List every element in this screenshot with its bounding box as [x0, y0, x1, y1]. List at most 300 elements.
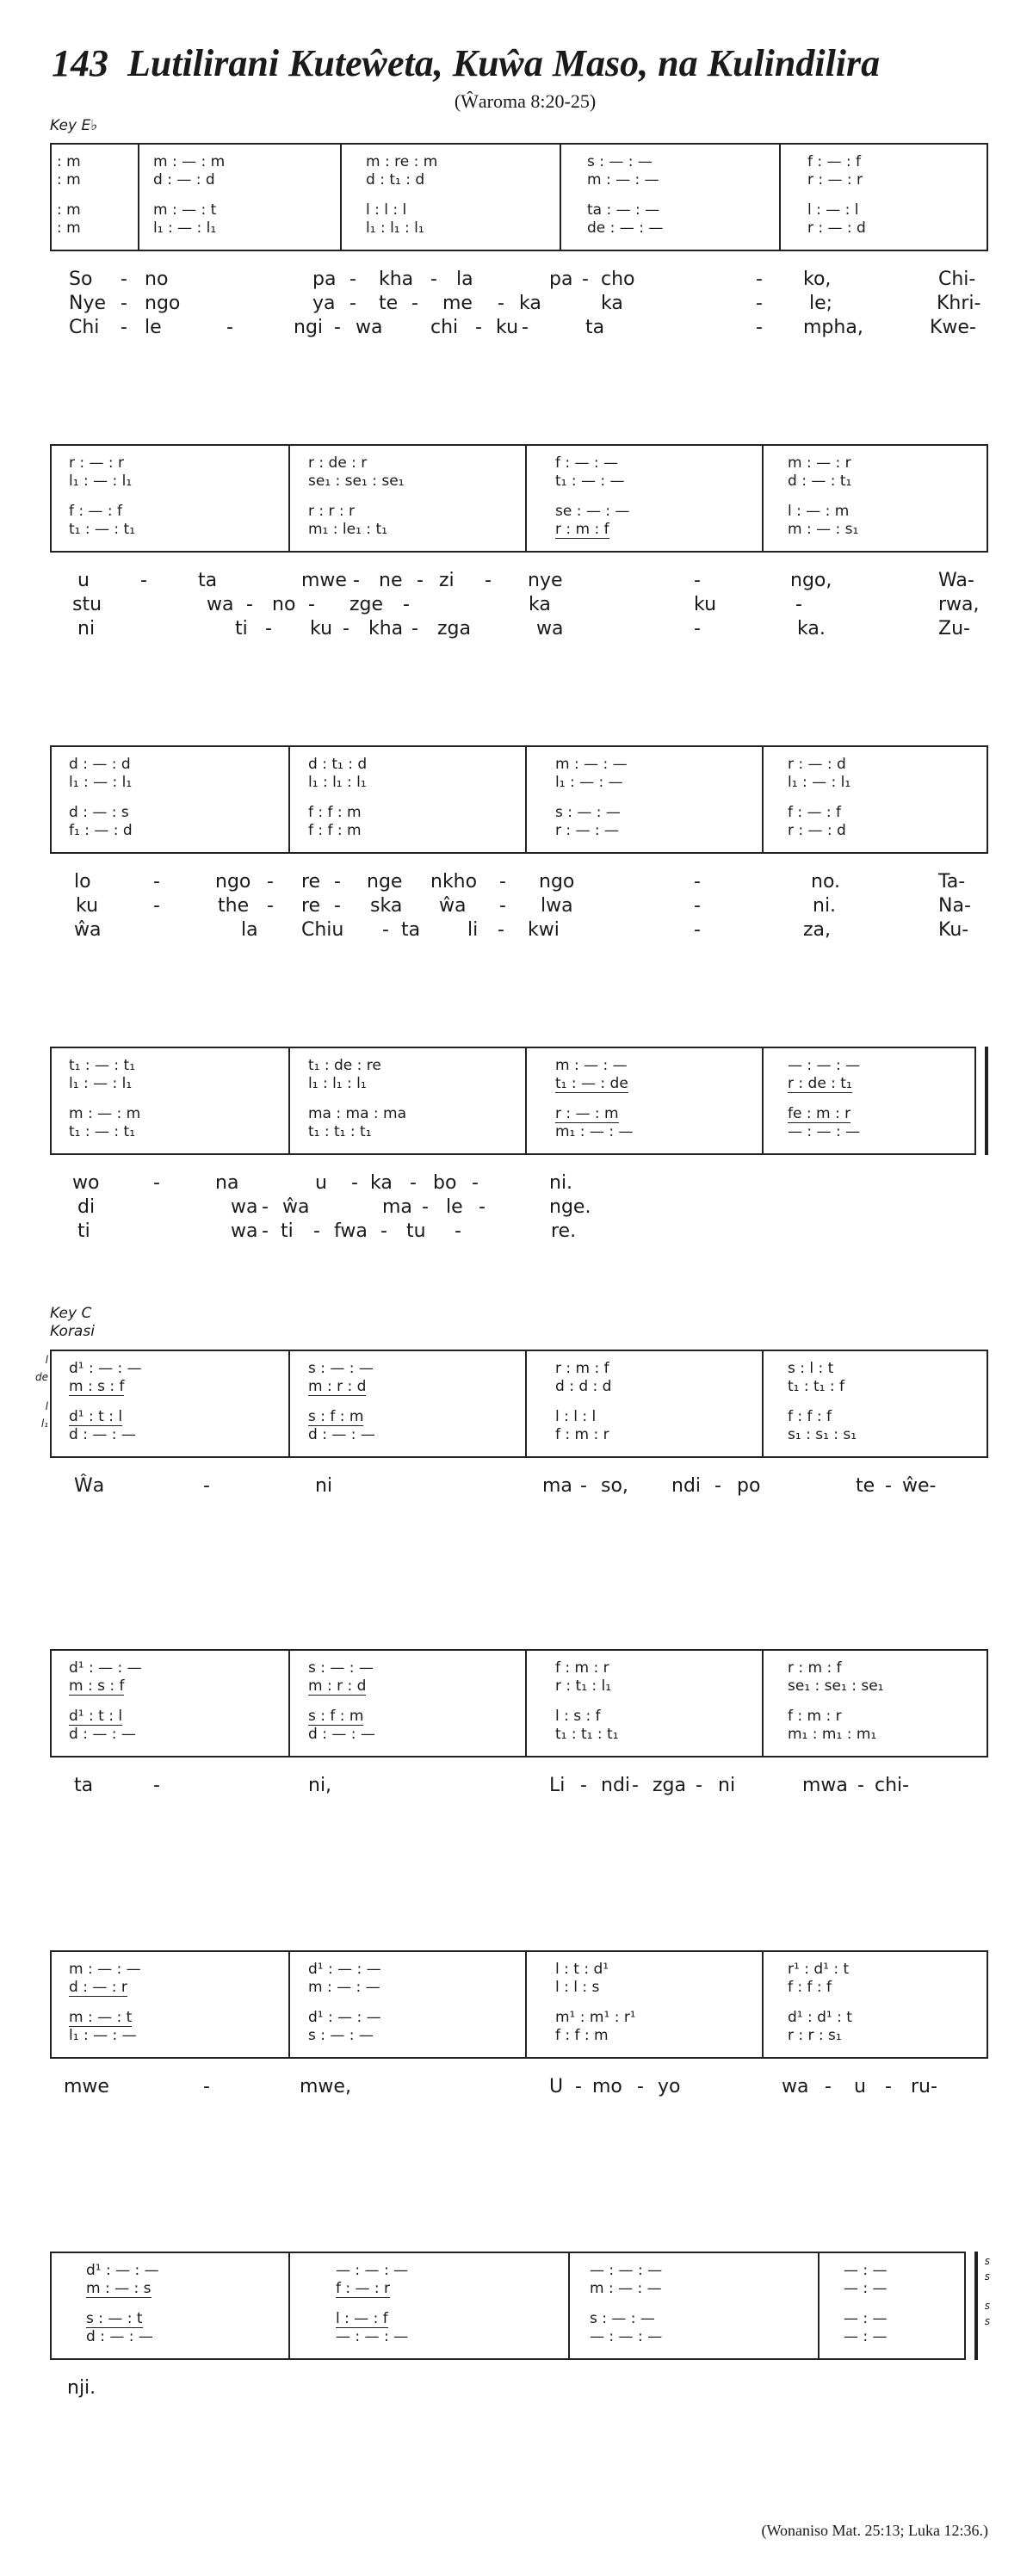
solfa-cell: m : — : r [788, 454, 851, 472]
solfa-cell: — : — [844, 2262, 888, 2279]
solfa-cell: t₁ : de : re [308, 1057, 381, 1074]
syllable: ni. [549, 1172, 573, 1194]
solfa-cell: d¹ : — : — [69, 1659, 142, 1677]
solfa-cell: f : — : f [788, 804, 842, 821]
lyric-line-3 [50, 317, 988, 341]
syllable: Chi- [938, 269, 976, 290]
solfa-cell: d¹ : — : — [308, 2009, 381, 2026]
solfa-cell: l₁ : — : — [555, 774, 623, 791]
lyrics-block [50, 2377, 964, 2401]
solfa-cell: t₁ : t₁ : t₁ [308, 1123, 372, 1140]
solfa-cell: l₁ : — : l₁ [69, 473, 133, 490]
solfa-cell: m : — : m [69, 1105, 141, 1122]
lyric-line-3 [50, 618, 988, 642]
syllable: - [756, 269, 763, 290]
syllable: - [349, 269, 356, 290]
syllable: ka. [797, 618, 826, 639]
solfa-cell: d : t₁ : d [366, 171, 425, 188]
solfa-cell: f : m : r [555, 1659, 609, 1677]
syllable: - [756, 317, 763, 338]
syllable: di [77, 1196, 96, 1218]
syllable: - [499, 895, 506, 917]
solfa-cell: r : — : r [69, 454, 125, 472]
syllable: Ku- [938, 919, 969, 941]
syllable: - [353, 570, 360, 591]
syllable: wa [231, 1220, 258, 1242]
solfa-cell: — : — : — [788, 1123, 861, 1140]
syllable: Kwe- [930, 317, 976, 338]
syllable: - [121, 293, 127, 314]
syllable: le [446, 1196, 463, 1218]
solfa-cell: s : f : m [308, 1708, 364, 1725]
solfa-cell: f : f : m [555, 2027, 609, 2044]
syllable: mo [592, 2076, 622, 2097]
syllable: wo [72, 1172, 100, 1194]
syllable: - [422, 1196, 429, 1218]
end-mark: s [984, 2255, 990, 2267]
solfa-cell: s : — : — [590, 2310, 655, 2327]
solfa-cell: m : — : s [86, 2280, 152, 2297]
syllable: mwe [301, 570, 347, 591]
solfa-cell: m¹ : m¹ : r¹ [555, 2009, 636, 2026]
solfa-cell: t₁ : — : de [555, 1075, 628, 1092]
voice-label: de [35, 1371, 48, 1383]
syllable: - [334, 871, 341, 893]
solfa-cell: m : — : t [153, 201, 217, 219]
solfa-cell: m : — : s₁ [788, 521, 859, 538]
syllable: Chi [69, 317, 100, 338]
syllable: ya [312, 293, 336, 314]
syllable: - [696, 1775, 702, 1796]
solfa-cell: t₁ : — : t₁ [69, 1057, 136, 1074]
voice-labels [28, 1351, 48, 1432]
syllable: pa [312, 269, 337, 290]
solfa-cell: f : — : f [807, 153, 862, 170]
hymn-title: Lutilirani Kuteŵeta, Kuŵa Maso, na Kulindilira [127, 42, 881, 84]
music-system-4 [50, 1047, 974, 1242]
solfa-cell: d : — : d [69, 756, 131, 773]
solfa-cell: ta : — : — [587, 201, 660, 219]
syllable: So [69, 269, 93, 290]
music-system-7 [50, 1950, 988, 2097]
syllable: wa [356, 317, 383, 338]
solfa-cell: d : — : s [69, 804, 129, 821]
syllable: ngo, [790, 570, 832, 591]
solfa-cell: l₁ : l₁ : l₁ [308, 774, 367, 791]
syllable: - [479, 1196, 486, 1218]
syllable: - [153, 1775, 160, 1796]
lyric-line-1 [50, 2377, 964, 2401]
syllable: - [825, 2076, 832, 2097]
syllable: ta [74, 1775, 94, 1796]
end-mark: s [984, 2315, 990, 2327]
tonic-solfa-staff [50, 1350, 988, 1458]
syllable: cho [601, 269, 635, 290]
syllable: - [262, 1196, 269, 1218]
hymn-number: 143 [52, 42, 108, 84]
syllable: - [475, 317, 482, 338]
syllable: mwe [64, 2076, 109, 2097]
solfa-cell: s : — : t [86, 2310, 143, 2327]
lyrics-block [50, 570, 988, 642]
syllable: - [498, 919, 504, 941]
solfa-cell: d : — : — [308, 1726, 375, 1743]
solfa-cell: m : — : — [308, 1979, 380, 1996]
syllable: - [153, 895, 160, 917]
solfa-cell: f₁ : — : d [69, 822, 133, 839]
syllable: - [343, 618, 349, 639]
solfa-cell: — : — : — [788, 1057, 861, 1074]
syllable: zga [653, 1775, 686, 1796]
syllable: nge [367, 871, 403, 893]
syllable: - [380, 1220, 387, 1242]
solfa-cell: s : — : — [308, 1360, 374, 1377]
solfa-cell: r : de : r [308, 454, 368, 472]
tonic-solfa-staff [50, 2252, 964, 2360]
syllable: - [637, 2076, 644, 2097]
lyrics-block [50, 871, 988, 943]
syllable: - [522, 317, 529, 338]
syllable: - [411, 293, 418, 314]
lyric-line-1 [50, 2076, 988, 2100]
syllable: mwa [802, 1775, 848, 1796]
syllable: - [472, 1172, 479, 1194]
solfa-cell: l₁ : — : — [69, 2027, 137, 2044]
tonic-solfa-staff [50, 1649, 988, 1757]
solfa-cell: — : — [844, 2328, 888, 2345]
solfa-cell: m : — : t [69, 2009, 133, 2026]
cross-reference: (Wonaniso Mat. 25:13; Luka 12:36.) [761, 2522, 988, 2539]
voice-label: l [45, 1400, 48, 1412]
solfa-cell: d : t₁ : d [308, 756, 368, 773]
syllable: - [455, 1220, 461, 1242]
syllable: - [582, 269, 589, 290]
solfa-cell: : m [57, 153, 81, 170]
solfa-cell: se₁ : se₁ : se₁ [308, 473, 405, 490]
solfa-cell: m : re : m [366, 153, 438, 170]
syllable: lo [74, 871, 91, 893]
syllable: - [410, 1172, 417, 1194]
key-signature-chorus [50, 1305, 95, 1341]
syllable: ma [382, 1196, 412, 1218]
syllable: - [140, 570, 147, 591]
syllable: ka [601, 293, 623, 314]
solfa-cell: d : — : — [69, 1426, 136, 1443]
syllable: bo [433, 1172, 457, 1194]
solfa-cell: d : — : r [69, 1979, 127, 1996]
syllable: te [379, 293, 399, 314]
hymn-header [52, 41, 999, 113]
syllable: Wa- [938, 570, 974, 591]
syllable: - [313, 1220, 320, 1242]
syllable: ngo [145, 293, 181, 314]
chorus-key: Key C [50, 1305, 92, 1322]
solfa-cell: — : — : — [336, 2328, 409, 2345]
syllable: - [334, 895, 341, 917]
syllable: - [403, 594, 410, 615]
solfa-cell: d : — : t₁ [788, 473, 852, 490]
syllable: pa [549, 269, 573, 290]
solfa-cell: l : l : l [366, 201, 407, 219]
syllable: - [153, 871, 160, 893]
solfa-cell: s : f : m [308, 1408, 364, 1425]
syllable: Nye [69, 293, 107, 314]
syllable: chi- [875, 1775, 910, 1796]
solfa-cell: m : r : d [308, 1677, 367, 1695]
syllable: rwa, [938, 594, 980, 615]
lyric-line-2 [50, 1196, 974, 1220]
end-mark: s [984, 2270, 990, 2283]
solfa-cell: r : — : m [555, 1105, 619, 1122]
solfa-cell: d¹ : t : l [69, 1708, 123, 1725]
syllable: - [498, 293, 504, 314]
syllable: the [218, 895, 250, 917]
lyric-line-2 [50, 293, 988, 317]
syllable: - [575, 2076, 582, 2097]
syllable: Li [549, 1775, 566, 1796]
syllable: - [499, 871, 506, 893]
solfa-cell: f : m : r [788, 1708, 842, 1725]
syllable: - [756, 293, 763, 314]
solfa-cell: l₁ : l₁ : l₁ [308, 1075, 367, 1092]
syllable: - [203, 1475, 210, 1497]
solfa-cell: d : d : d [555, 1378, 612, 1395]
syllable: - [382, 919, 389, 941]
solfa-cell: — : — [844, 2310, 888, 2327]
music-system-8 [50, 2252, 990, 2399]
solfa-cell: s₁ : s₁ : s₁ [788, 1426, 857, 1443]
syllable: - [417, 570, 424, 591]
syllable: chi [430, 317, 459, 338]
syllable: lwa [541, 895, 573, 917]
syllable: za, [803, 919, 832, 941]
syllable: - [857, 1775, 864, 1796]
solfa-cell: m : s : f [69, 1677, 125, 1695]
solfa-cell: l : — : l [807, 201, 859, 219]
solfa-cell: t₁ : t₁ : t₁ [555, 1726, 619, 1743]
solfa-cell: m : — : m [153, 153, 226, 170]
solfa-cell: l : l : l [555, 1408, 597, 1425]
solfa-cell: m : r : d [308, 1378, 367, 1395]
syllable: - [694, 871, 701, 893]
syllable: U [549, 2076, 564, 2097]
syllable: ti [77, 1220, 90, 1242]
syllable: - [349, 293, 356, 314]
hymn-title-line [52, 41, 999, 85]
solfa-cell: se : — : — [555, 503, 630, 520]
syllable: Chiu [301, 919, 344, 941]
syllable: - [632, 1775, 639, 1796]
music-system-5 [35, 1350, 988, 1497]
syllable: - [885, 1475, 892, 1497]
solfa-cell: d¹ : — : — [308, 1961, 381, 1978]
syllable: Khri- [937, 293, 981, 314]
syllable: li [467, 919, 479, 941]
solfa-cell: : m [57, 219, 81, 237]
solfa-cell: f : f : m [308, 804, 362, 821]
solfa-cell: fe : m : r [788, 1105, 851, 1122]
solfa-cell: m : — : — [555, 1057, 628, 1074]
lyric-line-1 [50, 1775, 988, 1799]
syllable: te [856, 1475, 875, 1497]
syllable: mpha, [803, 317, 863, 338]
syllable: - [121, 269, 127, 290]
solfa-cell: l₁ : l₁ : l₁ [366, 219, 424, 237]
syllable: Na- [938, 895, 971, 917]
syllable: - [153, 1172, 160, 1194]
solfa-cell: t₁ : t₁ : f [788, 1378, 845, 1395]
solfa-cell: r : — : d [807, 219, 866, 237]
chorus-label: Korasi [50, 1323, 95, 1340]
solfa-cell: l : s : f [555, 1708, 601, 1725]
syllable: - [267, 871, 274, 893]
lyrics-block [50, 1172, 974, 1245]
solfa-cell: — : — : — [590, 2328, 663, 2345]
syllable: wa [782, 2076, 809, 2097]
solfa-cell: f : f : f [788, 1979, 832, 1996]
voice-label: l₁ [40, 1418, 48, 1430]
solfa-cell: t₁ : — : t₁ [69, 1123, 136, 1140]
solfa-cell: m₁ : — : — [555, 1123, 634, 1140]
solfa-cell: f : — : f [69, 503, 123, 520]
double-barline [974, 1047, 988, 1155]
solfa-cell: d : — : — [69, 1726, 136, 1743]
syllable: - [334, 317, 341, 338]
solfa-cell: — : — [844, 2280, 888, 2297]
syllable: ma [542, 1475, 572, 1497]
syllable: ŵa [282, 1196, 310, 1218]
syllable: nji. [67, 2377, 96, 2399]
syllable: zi [439, 570, 455, 591]
syllable: le [145, 317, 162, 338]
syllable: - [267, 895, 274, 917]
solfa-cell: f : — : r [336, 2280, 391, 2297]
lyric-line-1 [50, 1475, 988, 1499]
syllable: - [795, 594, 802, 615]
solfa-cell: l : — : f [336, 2310, 388, 2327]
syllable: - [262, 1220, 269, 1242]
lyrics-block [50, 1475, 988, 1499]
syllable: ku [310, 618, 333, 639]
syllable: ndi [601, 1775, 631, 1796]
syllable: ni. [813, 895, 837, 917]
solfa-cell: l₁ : — : l₁ [153, 219, 217, 237]
syllable: me [442, 293, 473, 314]
tonic-solfa-staff [50, 745, 988, 854]
syllable: - [694, 919, 701, 941]
syllable: ka [519, 293, 541, 314]
music-system-1 [50, 143, 988, 338]
syllable: ni [77, 618, 96, 639]
solfa-cell: : m [57, 171, 81, 188]
syllable: la [241, 919, 258, 941]
solfa-cell: r : — : d [788, 822, 846, 839]
syllable: nge. [549, 1196, 591, 1218]
syllable: nkho [430, 871, 478, 893]
solfa-cell: d : — : — [86, 2328, 153, 2345]
syllable: stu [72, 594, 102, 615]
syllable: zge [349, 594, 384, 615]
solfa-cell: r¹ : d¹ : t [788, 1961, 850, 1978]
solfa-cell: m : — : — [555, 756, 628, 773]
syllable: ngo [539, 871, 575, 893]
music-system-6 [50, 1649, 988, 1796]
syllable: ta [585, 317, 605, 338]
solfa-cell: t₁ : — : t₁ [69, 521, 136, 538]
syllable: tu [406, 1220, 426, 1242]
lyric-line-1 [50, 871, 988, 895]
syllable: ka [529, 594, 551, 615]
solfa-cell: r : — : — [555, 822, 620, 839]
lyric-line-2 [50, 594, 988, 618]
syllable: - [351, 1172, 358, 1194]
syllable: ku [496, 317, 519, 338]
syllable: - [694, 618, 701, 639]
syllable: ŵa [439, 895, 467, 917]
syllable: - [885, 2076, 892, 2097]
syllable: po [737, 1475, 761, 1497]
syllable: la [456, 269, 473, 290]
syllable: wa [207, 594, 234, 615]
syllable: - [203, 2076, 210, 2097]
solfa-cell: d¹ : — : — [69, 1360, 142, 1377]
tonic-solfa-staff [50, 444, 988, 553]
syllable: no [272, 594, 296, 615]
solfa-cell: r : t₁ : l₁ [555, 1677, 612, 1695]
syllable: Ta- [938, 871, 966, 893]
solfa-cell: m : — : — [590, 2280, 662, 2297]
syllable: ka [370, 1172, 393, 1194]
solfa-cell: m₁ : le₁ : t₁ [308, 521, 387, 538]
syllable: ni, [308, 1775, 332, 1796]
syllable: nye [528, 570, 563, 591]
syllable: no [145, 269, 169, 290]
solfa-cell: m : — : — [69, 1961, 141, 1978]
solfa-cell: — : — : — [590, 2262, 663, 2279]
double-barline [964, 2252, 978, 2360]
lyric-line-1 [50, 570, 988, 594]
music-system-2 [50, 444, 988, 639]
solfa-cell: f : — : — [555, 454, 619, 472]
syllable: - [714, 1475, 721, 1497]
solfa-cell: s : — : — [555, 804, 621, 821]
solfa-cell: r : — : d [788, 756, 846, 773]
syllable: - [485, 570, 492, 591]
solfa-cell: l : t : d¹ [555, 1961, 609, 1978]
solfa-cell: r : r : s₁ [788, 2027, 842, 2044]
syllable: - [694, 895, 701, 917]
solfa-cell: se₁ : se₁ : se₁ [788, 1677, 884, 1695]
solfa-cell: m₁ : m₁ : m₁ [788, 1726, 877, 1743]
syllable: Ŵa [74, 1475, 105, 1497]
solfa-cell: d¹ : t : l [69, 1408, 123, 1425]
solfa-cell: — : — : — [336, 2262, 409, 2279]
syllable: u [77, 570, 90, 591]
solfa-cell: d : — : — [308, 1426, 375, 1443]
tonic-solfa-staff [50, 1047, 974, 1155]
syllable: ru- [911, 2076, 937, 2097]
solfa-cell: f : f : m [308, 822, 362, 839]
solfa-cell: t₁ : — : — [555, 473, 625, 490]
lyric-line-3 [50, 1220, 974, 1245]
syllable: na [215, 1172, 239, 1194]
lyrics-block [50, 1775, 988, 1799]
syllable: kha [368, 618, 404, 639]
syllable: ndi [671, 1475, 702, 1497]
solfa-cell: s : — : — [587, 153, 653, 170]
syllable: kha [379, 269, 414, 290]
solfa-cell: m : s : f [69, 1378, 125, 1395]
